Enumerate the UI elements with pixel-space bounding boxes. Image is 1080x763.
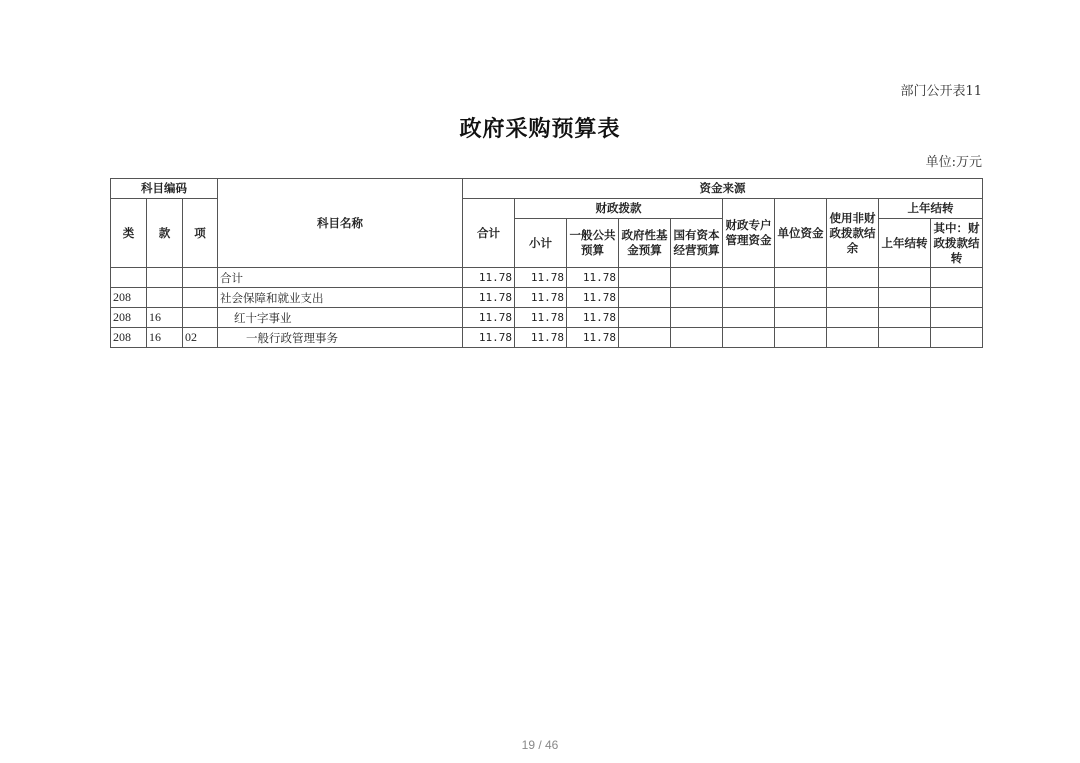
table-row	[111, 328, 983, 348]
header-total: 合计	[463, 199, 515, 268]
cell-category: 208	[111, 288, 147, 308]
cell-general-public: 11.78	[567, 308, 619, 328]
cell-category: 208	[111, 308, 147, 328]
cell-item	[183, 268, 218, 288]
header-unit-funds: 单位资金	[775, 199, 827, 268]
cell-special-account	[723, 328, 775, 348]
header-fiscal-carryover: 其中：财政拨款结转	[931, 219, 983, 268]
cell-unit-funds	[775, 268, 827, 288]
table-row	[111, 308, 983, 328]
procurement-budget-table	[110, 178, 983, 348]
header-gov-fund-budget: 政府性基金预算	[619, 219, 671, 268]
cell-state-capital	[671, 308, 723, 328]
cell-special-account	[723, 288, 775, 308]
header-subject-code: 科目编码	[111, 179, 218, 199]
cell-unit-funds	[775, 308, 827, 328]
header-non-fiscal-balance: 使用非财政拨款结余	[827, 199, 879, 268]
cell-subtotal: 11.78	[515, 288, 567, 308]
page-title: 政府采购预算表	[459, 116, 621, 142]
cell-non-fiscal	[827, 268, 879, 288]
cell-name: 合计	[218, 268, 463, 288]
cell-category	[111, 268, 147, 288]
form-code: 部门公开表11	[900, 84, 982, 99]
cell-unit-funds	[775, 288, 827, 308]
cell-general-public: 11.78	[567, 328, 619, 348]
table-row	[111, 268, 983, 288]
cell-subtotal: 11.78	[515, 328, 567, 348]
unit-label: 单位:万元	[925, 155, 982, 170]
cell-state-capital	[671, 328, 723, 348]
cell-general-public: 11.78	[567, 268, 619, 288]
cell-fiscal-carryover	[931, 288, 983, 308]
cell-item	[183, 308, 218, 328]
cell-carryover	[879, 308, 931, 328]
table-row	[111, 288, 983, 308]
cell-gov-fund	[619, 308, 671, 328]
header-carryover: 上年结转	[879, 219, 931, 268]
cell-name: 社会保障和就业支出	[218, 288, 463, 308]
cell-section	[147, 268, 183, 288]
cell-special-account	[723, 308, 775, 328]
cell-item: 02	[183, 328, 218, 348]
header-fiscal-special-account: 财政专户管理资金	[723, 199, 775, 268]
cell-gov-fund	[619, 288, 671, 308]
header-item: 项	[183, 199, 218, 268]
page-number: 19 / 46	[521, 738, 559, 752]
cell-carryover	[879, 288, 931, 308]
header-section: 款	[147, 199, 183, 268]
header-subtotal: 小计	[515, 219, 567, 268]
header-fiscal-appropriation: 财政拨款	[515, 199, 723, 219]
cell-unit-funds	[775, 328, 827, 348]
cell-fiscal-carryover	[931, 328, 983, 348]
cell-category: 208	[111, 328, 147, 348]
cell-total: 11.78	[463, 308, 515, 328]
cell-non-fiscal	[827, 328, 879, 348]
cell-carryover	[879, 328, 931, 348]
cell-fiscal-carryover	[931, 268, 983, 288]
cell-state-capital	[671, 268, 723, 288]
header-subject-name: 科目名称	[218, 179, 463, 268]
cell-item	[183, 288, 218, 308]
cell-name: 一般行政管理事务	[218, 328, 463, 348]
cell-subtotal: 11.78	[515, 268, 567, 288]
cell-total: 11.78	[463, 328, 515, 348]
header-category: 类	[111, 199, 147, 268]
cell-general-public: 11.78	[567, 288, 619, 308]
cell-name: 红十字事业	[218, 308, 463, 328]
cell-non-fiscal	[827, 288, 879, 308]
cell-gov-fund	[619, 268, 671, 288]
cell-special-account	[723, 268, 775, 288]
cell-state-capital	[671, 288, 723, 308]
cell-gov-fund	[619, 328, 671, 348]
header-fund-source: 资金来源	[463, 179, 983, 199]
cell-section: 16	[147, 308, 183, 328]
cell-total: 11.78	[463, 268, 515, 288]
cell-carryover	[879, 268, 931, 288]
header-state-capital-budget: 国有资本经营预算	[671, 219, 723, 268]
header-prior-year-carryover: 上年结转	[879, 199, 983, 219]
cell-total: 11.78	[463, 288, 515, 308]
cell-fiscal-carryover	[931, 308, 983, 328]
cell-section: 16	[147, 328, 183, 348]
cell-non-fiscal	[827, 308, 879, 328]
header-general-public-budget: 一般公共预算	[567, 219, 619, 268]
cell-section	[147, 288, 183, 308]
cell-subtotal: 11.78	[515, 308, 567, 328]
